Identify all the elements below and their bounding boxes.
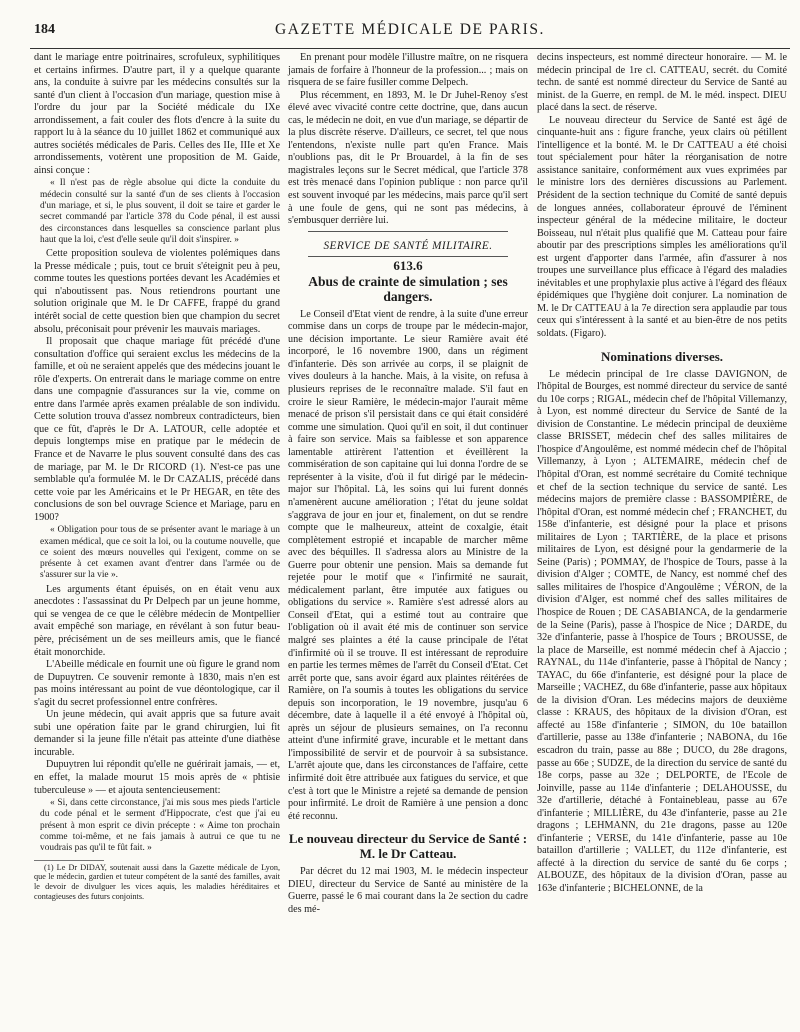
section-title: SERVICE DE SANTÉ MILITAIRE.: [323, 239, 493, 252]
page-number: 184: [34, 22, 55, 37]
journal-title: GAZETTE MÉDICALE DE PARIS.: [274, 21, 546, 38]
quotation: « Obligation pour tous de se présenter avant le mariage à un examen médical, que ce soit la loi, ou la coutume nouvelle, que ce soient des mœurs nouvelles qui l'exigent, comme on se présente à cet examen avant d'entrer dans l'armée ou de s'assurer sur la vie ».: [40, 525, 280, 581]
column-1: [34, 52, 280, 902]
page-header: [30, 19, 790, 43]
paragraph: Les arguments étant épuisés, on en était venu aux anecdotes : l'assassinat du Pr Delpech par un jeune homme, qui se vengea de ce que le célèbre médecin de Montpellier avait empêché son mariage, en révélant à son futur beau-père, précisément un de ses meilleurs amis, que le fiancé était monorchide.: [34, 583, 280, 658]
quotation: « Si, dans cette circonstance, j'ai mis sous mes pieds l'article du code pénal et le serment d'Hippocrate, c'est que j'ai eu présent à mon esprit ce divin précepte : « Aime ton prochain comme toi-même, et ne fais jamais à autrui ce que tu ne voudrais pas qu'il te fût fait. »: [40, 798, 280, 854]
footnote-separator: [34, 860, 104, 861]
column-2: [288, 52, 528, 916]
article-title: Nominations diverses.: [600, 348, 724, 364]
header-rule: [30, 48, 790, 49]
article-title: Le nouveau directeur du Service de Santé : M. le Dr Catteau.: [288, 831, 528, 862]
quotation: « Il n'est pas de règle absolue qui dicte la conduite du médecin consulté sur la santé d'un de ses clients à l'occasion d'un mariage, et si, le plus souvent, il doit se taire et garder le secret commandé par l'article 378 du Code pénal, il est aussi des circonstances dans lesquelles sa conscience parlant plus haut que la loi, c'est d'elle seule qu'il doit s'inspirer. »: [40, 178, 280, 245]
footnote: (1) Le Dr DIDAY, soutenait aussi dans la Gazette médicale de Lyon, que le médecin, gardien et tuteur compétent de la santé des familles, avait le devoir de divulguer les vices aquis, les maladies héréditaires et contagieuses des futurs conjoints.: [34, 862, 280, 901]
classification-stamp: 613.6: [393, 258, 423, 274]
paragraph: dant le mariage entre poitrinaires, scrofuleux, syphilitiques et certains infirmes. D'autre part, il y a quelque quarante ans, la conduite à suivre par les médecins consultés sur la santé d'un client à l'occasion d'un mariage, question mise à l'ordre du jour par la Société médicale du IXe arrondissement, a fait couler des flots d'encre à la suite du rapport lu à la séance du 10 juillet 1862 et communiqué aux autres sociétés médicales de Paris. Celles des IIe, IIIe et Xe arrondissements, votèrent une proposition de M. Gaide, ainsi conçue :: [34, 52, 280, 176]
paragraph: En prenant pour modèle l'illustre maître, on ne risquera jamais de forfaire à l'honneur de la profession... ; mais on risquera de se faire fusiller comme Delpech.: [288, 52, 528, 89]
section-rule: [308, 231, 508, 232]
paragraph: Plus récemment, en 1893, M. le Dr Juhel-Renoy s'est élevé avec vivacité contre cette doctrine, que, dans aucun cas, le médecin ne doit, en vue d'un mariage, se départir de la plus discrète réserve. D'ailleurs, ce secret, tel que nous l'entendons, n'existe nulle part qu'en France. Mais n'oublions pas, dit le Pr Brouardel, à la fin de ses magistrales leçons sur le Secret médical, que l'article 378 est très menacé dans l'opinion publique : non parce qu'il est souvent invoqué par les médecins, mais parce qu'il sert à une foule de gens, qui ne sont pas médecins, à s'embusquer derrière lui.: [288, 89, 529, 227]
paragraph: Cette proposition souleva de violentes polémiques dans la Presse médicale ; puis, tout ce bruit s'éteignit peu à peu, comme toutes les questions portées devant les Académies et qui n'aboutissent pas. Nous retiendrons pourtant une solution originale que M. le Dr CAFFE, frappé du grand intérêt social de cette question bien que champion du secret absolu, préconisait pour prévenir les mauvais mariages.: [34, 248, 280, 335]
column-3: [537, 52, 787, 896]
paragraph: Il proposait que chaque mariage fût précédé d'une consultation d'office qui seraient exclus les médecins de la famille, et où ne seraient appelés que des médecins jouant le rôle d'experts. On entrerait dans le mariage comme on entre dans une compagnie d'assurances sur la vie, comme on entre dans l'armée après examen préalable de son individu. Cette solution trouva d'assez nombreux contradicteurs, bien que ce fût, d'après le Dr A. LATOUR, celle adoptée et depuis longtemps mise en pratique par le médecin de France et de Navarre le plus souvent consulté dans des cas de mariage, par M. le Dr RICORD (1). N'est-ce pas une semblable qu'a formulée M. le Dr CAZALIS, précédé dans cette voie par les Américains et le Pr HEGAR, en tête des conclusions de son bel ouvrage Science et Mariage, paru en 1900?: [34, 336, 280, 523]
paragraph: Le nouveau directeur du Service de Santé est âgé de cinquante-huit ans : figure franche, yeux clairs où pétillent l'intelligence et la bonté. M. le Dr CATTEAU a été choisi tout spécialement pour hâter la réorganisation de notre assistance sanitaire, conformément aux vues exprimées par le ministre lors des dernières discussions au Parlement. Président de la section technique du Comité de santé depuis de longues années, collaborateur éprouvé de l'éminent inspecteur général de la médecine militaire, le docteur Boisseau, nul n'était plus qualifié que M. Catteau pour faire aboutir par des prescriptions simples les améliorations qu'il est urgent d'apporter dans l'armée, afin d'assurer à nos troupes une surveillance plus efficace à l'égard des maladies inévitables et une prophylaxie plus active à l'égard des fléaux épidémiques que l'hygiène doit conjurer. La nomination de M. le Dr CATTEAU à la 7e direction sera applaudie par tous ceux qui s'intéressent à la santé et au bien-être de nos petits soldats. (Figaro).: [537, 114, 787, 340]
article-title: Abus de crainte de simulation ; ses dangers.: [308, 273, 508, 304]
paragraph: Le médecin principal de 1re classe DAVIGNON, de l'hôpital de Bourges, est nommé directeur du service de santé du 10e corps ; RIGAL, médecin chef de l'hôpital Villemanzy, à Lyon, est nommé directeur du Service de Santé de la division de Constantine. Le médecin principal de deuxième classe BRISSET, médecin chef des salles militaires de l'hospice d'Angoulême, est nommé médecin chef de l'hôpital Villemanzy, à Lyon ; ALTEMAIRE, médecin chef de l'hôpital d'Oran, est nommé secrétaire du Comité technique et chef de la section technique du service de santé. Les médecins majors de première classe : BASSOMPIÈRE, de l'hôpital d'Oran, est nommé médecin chef ; FRANCHET, du 158e d'infanterie, est désigné pour la place et prisons militaires de Lyon ; TARTIÈRE, de la place et prisons militaires de Lyon, est désigné pour la gendarmerie de la Seine (Paris) ; POMMAY, de l'hospice de Tours, passe à la division d'Alger ; COMTE, de Nancy, est nommé chef des salles militaires de l'hospice d'Angoulême ; VÉRON, de la division d'Alger, est nommé chef des salles militaires de l'hospice de Rouen ; DE CASABIANCA, de la gendarmerie de la Seine (Paris), passe à l'hospice de Nice ; DARDE, du 32e d'infanterie, passe à l'hospice de Tours ; BROUSSE, de la place de Marseille, est nommé médecin chef à Ajaccio ; RAYNAL, du 114e d'infanterie, passe à l'hôpital de Nancy ; TAYAC, du 66e d'infanterie, est désigné pour la place de Marseille ; VACHEZ, du 68e d'infanterie, passe aux hôpitaux de la division d'Oran. Les médecins majors de deuxième classe : KRAUS, des hôpitaux de la division d'Oran, est affecté au 158e d'infanterie ; SIMON, du 10e bataillon d'artillerie, passe au 138e d'infanterie ; NABONA, du 16e escadron du train, passe au 88e ; DUCO, du 28e dragons, passe au 66e ; SUDZE, de la direction du service de santé du 18e corps, passe au 32e ; DELPORTE, de l'Ecole de Joinville, passe au 114e d'infanterie ; DELAHOUSSE, du 32e d'artillerie, détaché à Fontainebleau, passe au 67e d'infanterie ; MILLIÈRE, du 43e d'infanterie, passe au 21e dragons ; LEHMANN, du 21e dragons, passe au 120e d'infanterie ; VERSE, du 141e d'infanterie, passe au 10e bataillon d'artillerie ; VALLET, du 112e d'infanterie, est affecté à la direction du service de santé du 6e corps ; ALBOUZE, des hôpitaux de la division d'Oran, passe au 163e d'infanterie ; BICHELONNE, de la: [537, 368, 787, 894]
paragraph: Dupuytren lui répondit qu'elle ne guérirait jamais, — et, en effet, la malade mourut 15 mois après de « phtisie tuberculeuse » — et ajouta sentencieusement:: [34, 759, 280, 796]
paragraph: L'Abeille médicale en fournit une où figure le grand nom de Dupuytren. Ce souvenir remonte à 1830, mais n'en est pas moins intéressant au point de vue déontologique, car il s'agit du secret professionnel entre confrères.: [34, 659, 280, 708]
paragraph: Par décret du 12 mai 1903, M. le médecin inspecteur DIEU, directeur du Service de Santé au ministère de la Guerre, passé le 6 mai courant dans la 2e section du cadre des mé-: [288, 866, 528, 915]
paragraph: Le Conseil d'Etat vient de rendre, à la suite d'une erreur commise dans un corps de troupe par le médecin-major, une décision importante. Le sieur Ramière avait été incorporé, le 16 novembre 1900, dans un régiment d'infanterie. Dès son arrivée au corps, il se plaignit de vives douleurs à la hanche. Mais, à la visite, on refusa à plusieurs reprises de le reconnaître malade. S'il faut en croire le sieur Ramière, le médecin-major l'aurait même menacé de prison s'il persistait dans ce qui était considéré comme une simulation. Quoi qu'il en soit, il dut continuer à faire son service. Mais sa faiblesse et son apparence lamentable attirèrent l'attention et éveillèrent la commisération de son capitaine qui lui donna l'ordre de se représenter à la visite, d'où il fut dirigé par le médecin-major sur l'hôpital. Là, les soins qui lui furent donnés n'amenèrent aucune amélioration ; l'état du jeune soldat s'aggrava de jour en jour et, finalement, on dut se rendre compte que le malheureux, atteint de coxalgie, était complètement estropié et incapable de marcher même avec des béquilles. Il s'adressa alors au Ministre de la Guerre pour obtenir une pension. Mais sa demande fut rejetée pour le motif que « l'infirmité ne saurait, médicalement parlant, être imputée aux fatigues ou obligations du service ». Ramière s'est adressé alors au Conseil d'Etat, qui a estimé tout au contraire que l'obligation où il avait été mis de continuer son service malgré ses plaintes a été la cause principale de l'état d'infirmité où il se trouve. Il est intéressant de reproduire en partie les termes mêmes de l'arrêt du Conseil d'Etat. Cet arrêt porte que, sans avoir égard aux plaintes réitérées de Ramière, on l'a soumis à toutes les obligations du service depuis son incorporation, le 19 novembre, jusqu'au 6 décembre, date à laquelle il a été envoyé à l'hôpital où, après un séjour de plusieurs semaines, on l'a reconnu atteint d'une infirmité grave, incurable et le mettant dans l'impossibilité de servir et de pourvoir à sa subsistance. L'arrêt ajoute que, dans les circonstances de l'affaire, cette infirmité doit être attribuée aux fatigues du service, et que c'est à tort que le Ministre a rejeté sa demande de pension pour infirmité. Le droit de Ramière à une pension a donc été reconnu.: [288, 308, 528, 822]
paragraph: Un jeune médecin, qui avait appris que sa future avait subi une opération faite par le grand chirurgien, lui fit demander si la jeune fille n'était pas atteinte d'une diathèse incurable.: [34, 709, 280, 758]
section-rule: [308, 256, 508, 257]
paragraph: decins inspecteurs, est nommé directeur honoraire. — M. le médecin principal de 1re cl. CATTEAU, secrét. du Comité techn. de santé est nommé directeur du Service de Santé au minist. de la Guerre, en rempl. de M. le méd. inspect. DIEU placé dans la sect. de réserve.: [537, 52, 787, 114]
